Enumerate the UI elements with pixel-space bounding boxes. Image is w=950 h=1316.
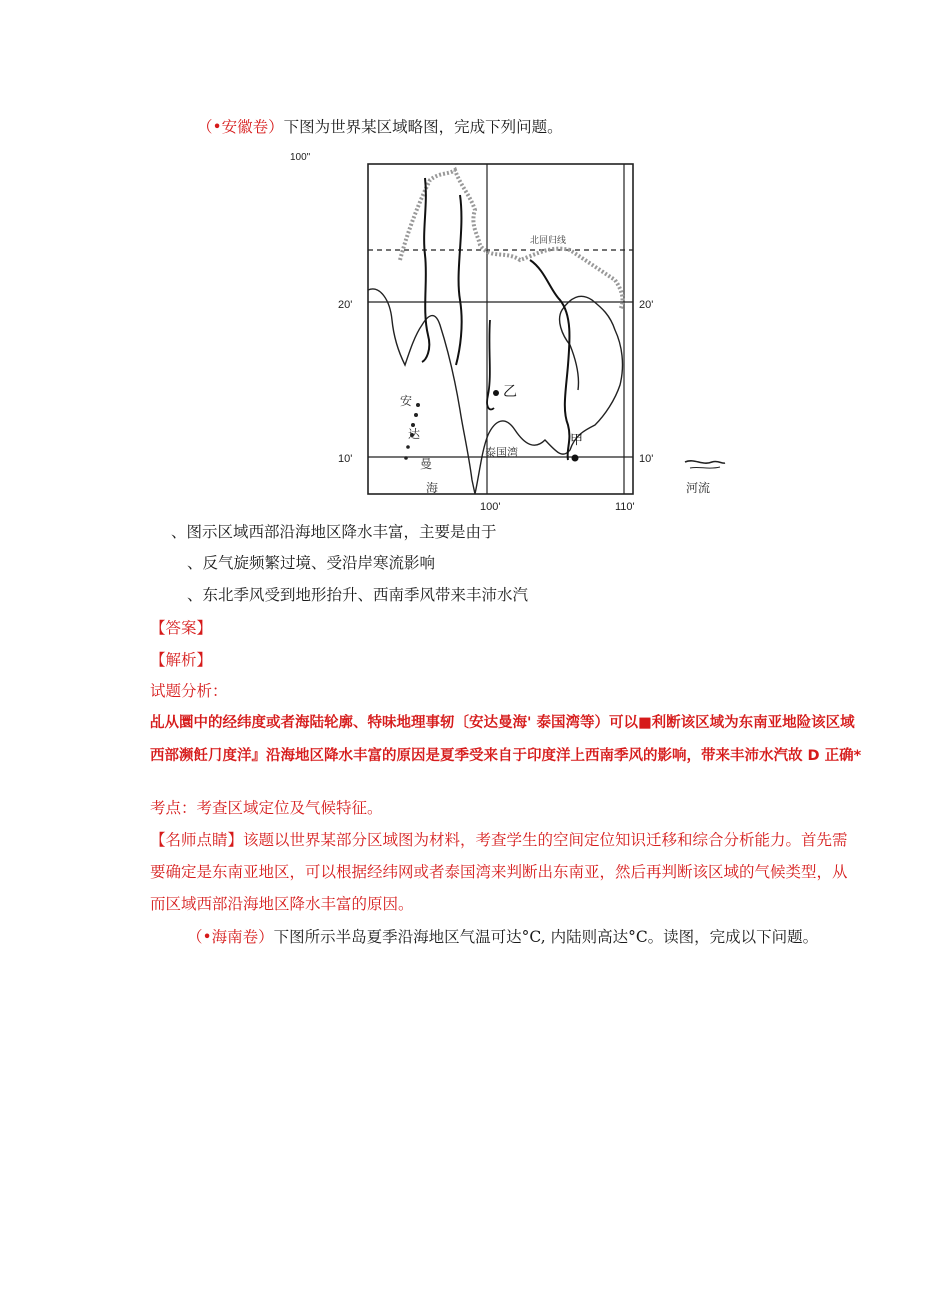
analysis-label: 【解析】	[150, 651, 213, 669]
map-frame	[368, 164, 633, 494]
region-map-svg	[290, 150, 725, 515]
lat-label-10-left: 10'	[338, 453, 353, 465]
sea-char-2: 达	[408, 427, 421, 441]
point-jia-dot	[572, 455, 579, 462]
lon-label-100-bottom: 100'	[480, 501, 501, 513]
legend-river-symbol	[685, 461, 725, 463]
river-salween	[456, 195, 462, 365]
point-jia-label: 甲	[570, 432, 584, 447]
legend-label: 河流	[686, 481, 711, 495]
mingshi-line-3: 而区域西部沿海地区降水丰富的原因。	[150, 895, 414, 913]
kaodian: 考点：考查区域定位及气候特征。	[150, 799, 383, 817]
lon-label-110-bottom: 110'	[615, 501, 635, 513]
mingshi-line-1	[150, 830, 848, 850]
river-chao-phraya	[487, 320, 494, 409]
question-2-source: （•海南卷）	[187, 928, 274, 946]
region-map	[290, 150, 725, 515]
gulf-label: 泰国湾	[485, 447, 518, 459]
question-2-header	[187, 927, 818, 947]
border-hatched	[400, 170, 622, 310]
mingshi-label: 【名师点睛】	[150, 831, 244, 849]
question-1-header	[197, 117, 563, 137]
lat-label-10-right: 10'	[639, 453, 654, 465]
mingshi-text-1: 该题以世界某部分区域图为材料，考查学生的空间定位知识迁移和综合分析能力。首先需	[243, 831, 848, 849]
answer-label: 【答案】	[150, 619, 213, 637]
option-2: 、东北季风受到地形抬升、西南季风带来丰沛水汽	[187, 586, 529, 604]
river-mekong	[530, 260, 570, 460]
question-2-prompt: 下图所示半岛夏季沿海地区气温可达°C, 内陆则高达°C。读图，完成以下问题。	[273, 928, 819, 946]
mingshi-line-2: 要确定是东南亚地区，可以根据经纬网或者泰国湾来判断出东南亚，然后再判断该区域的气候类型，从	[150, 863, 848, 881]
question-stem: 、图示区域西部沿海地区降水丰富，主要是由于	[171, 523, 497, 541]
sea-char-3: 曼	[420, 457, 433, 471]
question-1-prompt: 下图为世界某区域略图，完成下列问题。	[283, 118, 563, 136]
river-irrawaddy	[422, 178, 429, 362]
analysis-line-1: 乩从圜中的经纬度或者海陆轮廓、特味地理事轫〔安达曼海' 泰国湾等）可以■利断该区域为东南亚地险该区域	[150, 715, 855, 731]
option-1: 、反气旋频繁过境、受沿岸寒流影响	[187, 554, 436, 572]
lon-label-top: 100"	[290, 152, 311, 163]
tropic-label: 北回归线	[530, 235, 567, 245]
point-yi-dot	[493, 390, 499, 396]
lat-label-20-right: 20'	[639, 299, 654, 311]
analysis-heading: 试题分析：	[150, 682, 228, 700]
point-yi-label: 乙	[503, 383, 517, 399]
sea-char-1: 安	[400, 394, 413, 408]
analysis-line-2: 西部濒飪⺆度洋』沿海地区降水丰富的原因是夏季受来自于印度洋上西南季风的影响，带来丰沛水汽故 D 正确*	[150, 748, 862, 764]
sea-char-4: 海	[426, 481, 439, 495]
legend-river-symbol-2	[690, 467, 720, 468]
question-1-source: （•安徽卷）	[197, 118, 284, 136]
lat-label-20-left: 20'	[338, 299, 353, 311]
